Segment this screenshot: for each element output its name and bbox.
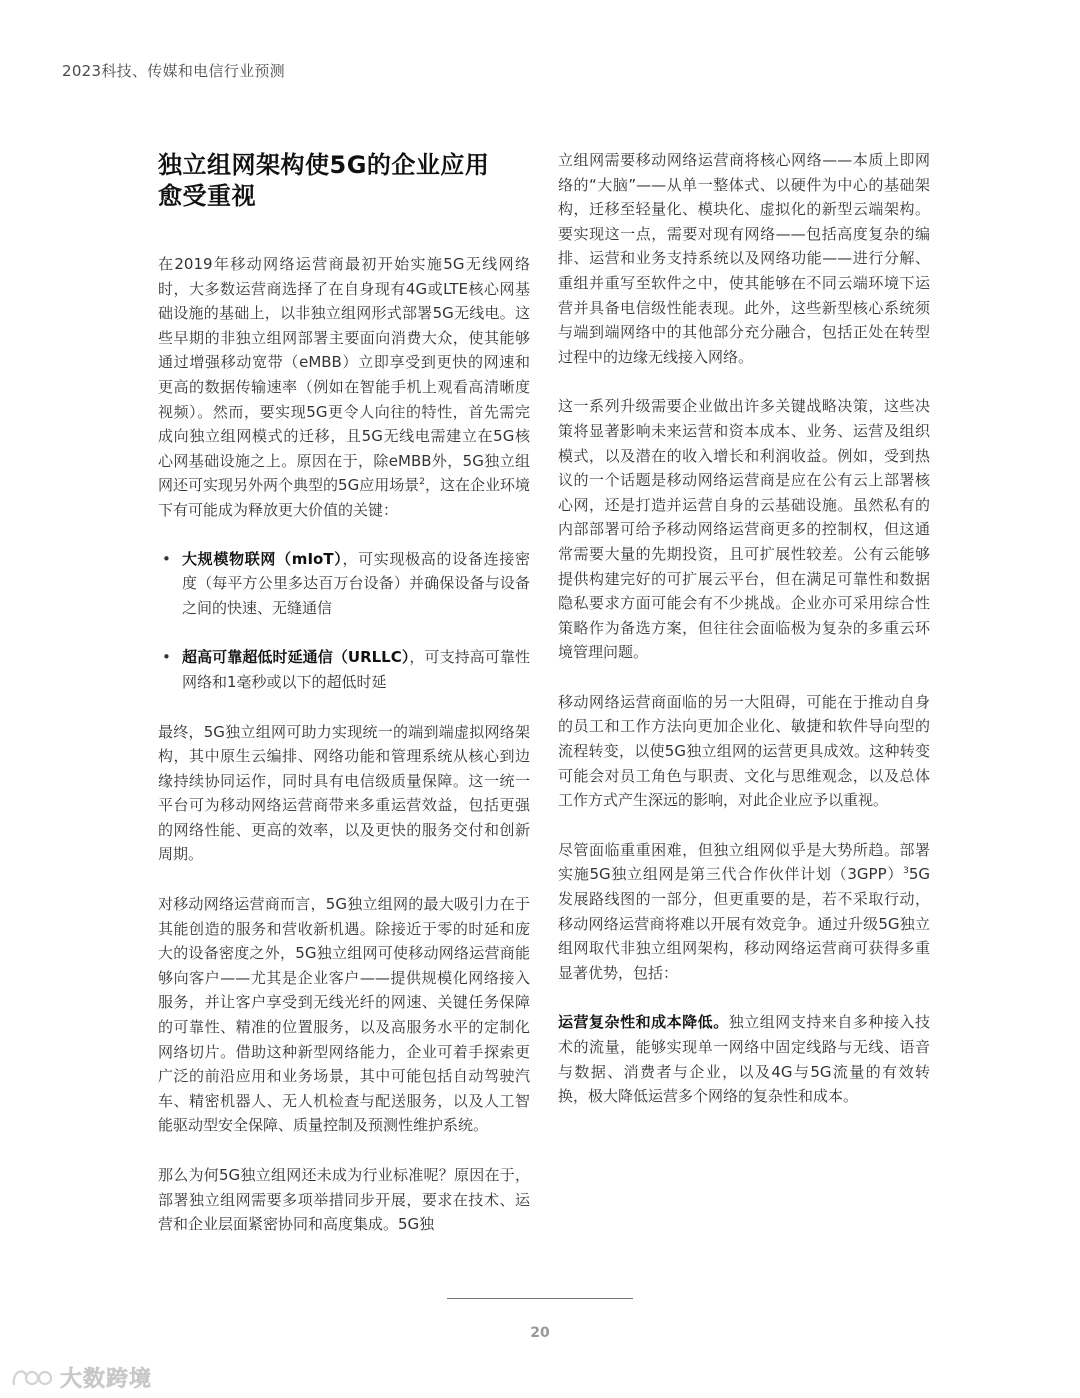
left-paragraph-1: 在2019年移动网络运营商最初开始实施5G无线网络时，大多数运营商选择了在自身现有4G或LTE核心网基础设施的基础上，以非独立组网形式部署5G无线电。这些早期的非独立组网部署主要面向消费大众，使其能够通过增强移动宽带（eMBB）立即享受到更快的网速和更高的数据传输速率（例如在智能手机上观看高清晰度视频）。然而，要实现5G更令人向往的特性，首先需完成向独立组网模式的迁移，且5G无线电需建立在5G核心网基础设施之上。原因在于，除eMBB外，5G独立组网还可实现另外两个典型的5G应用场景$^2$，这在企业环境下有可能成为释放更大价值的关键： [158,255,530,519]
watermark-text: 大数跨境 [60,1367,153,1392]
list-item-term: 大规模物联网（mIoT） [182,549,343,568]
list-item-text: ，可实现极高的设备连接密度（每平方公里多达百万台设备）并确保设备与设备之间的快速、无缝通信 [182,549,530,617]
left-column [158,150,530,1237]
right-paragraph-4: 尽管面临重重困难，但独立组网似乎是大势所趋。部署实施5G独立组网是第三代合作伙伴计划$(3GPP)^35G$发展路线图的一部分，但更重要的是，若不采取行动，移动网络运营商将难以开展有效竞争。通过升级5G独立组网取代非独立组网架构，移动网络运营商可获得多重显著优势，包括： [558,840,930,982]
left-paragraph-4: 那么为何5G独立组网还未成为行业标准呢？原因在于，部署独立组网需要多项举措同步开展，要求在技术、运营和企业层面紧密协同和高度集成。5G独 [158,1166,530,1234]
list-item-text: ，可支持高可靠性网络和1毫秒或以下的超低时延 [182,648,530,691]
benefit-term: 运营复杂性和成本降低。 [558,1013,729,1032]
right-paragraph-2: 这一系列升级需要企业做出许多关键战略决策，这些决策将显著影响未来运营和资本成本、业务、运营及组织模式，以及潜在的收入增长和利润收益。例如，受到热议的一个话题是移动网络运营商是应在公有云上部署核心网，还是打造并运营自身的云基础设施。虽然私有的内部部署可给予移动网络运营商更多的控制权，但这通常需要大量的先期投资，且可扩展性较差。公有云能够提供构建完好的可扩展云平台，但在满足可靠性和数据隐私要求方面可能会有不少挑战。企业亦可采用综合性策略作为备选方案，但往往会面临极为复杂的多重云环境管理问题。 [558,397,930,662]
list-item-miot [158,547,530,621]
right-paragraph-3: 移动网络运营商面临的另一大阻碍，可能在于推动自身的员工和工作方法向更加企业化、敏捷和软件导向型的流程转变，以使5G独立组网的运营更具成效。这种转变可能会对员工角色与职责、文化与思维观念，以及总体工作方式产生深远的影响，对此企业应予以重视。 [558,692,930,810]
list-item-term: 超高可靠超低时延通信（URLLC） [182,648,410,667]
left-paragraph-2: 最终，5G独立组网可助力实现统一的端到端虚拟网络架构，其中原生云编排、网络功能和管理系统从核心到边缘持续协同运作，同时具有电信级质量保障。这一统一平台可为移动网络运营商带来多重运营效益，包括更强的网络性能、更高的效率，以及更快的服务交付和创新周期。 [158,722,530,864]
left-paragraph-3: 对移动网络运营商而言，5G独立组网的最大吸引力在于其能创造的服务和营收新机遇。除接近于零的时延和庞大的设备密度之外，5G独立组网可使移动网络运营商能够向客户——尤其是企业客户——提供规模化网络接入服务，并让客户享受到无线光纤的网速、关键任务保障的可靠性、精准的位置服务，以及高服务水平的定制化网络切片。借助这种新型网络能力，企业可着手探索更广泛的前沿应用和业务场景，其中可能包括自动驾驶汽车、精密机器人、无人机检查与配送服务，以及人工智能驱动型安全保障、质量控制及预测性维护系统。 [158,895,530,1135]
section-title-line1: 独立组网架构使5G的企业应用 [158,151,490,179]
list-item-urllc [158,645,530,694]
footnote-ref-2[interactable]: 2 [419,477,425,488]
section-title-line2: 愈受重视 [158,182,256,210]
footnote-ref-3[interactable]: 3 [903,866,909,877]
watermark [10,1362,152,1393]
footer-divider [447,1298,633,1299]
right-paragraph-1: 立组网需要移动网络运营商将核心网络——本质上即网络的“大脑”——从单一整体式、以硬件为中心的基础架构，迁移至轻量化、模块化、虚拟化的新型云端架构。要实现这一点，需要对现有网络——包括高度复杂的编排、运营和业务支持系统以及网络功能——进行分解、重组并重写至软件之中，使其能够在不同云端环境下运营并具备电信级性能表现。此外，这些新型核心系统须与端到端网络中的其他部分充分融合，包括正处在转型过程中的边缘无线接入网络。 [558,151,930,366]
watermark-logo-icon [10,1365,54,1391]
right-paragraph-5: 运营复杂性和成本降低。独立组网支持来自多种接入技术的流量，能够实现单一网络中固定线路与无线、语音与数据、消费者与企业，以及4G与5G流量的有效转换，极大降低运营多个网络的复杂性和成本。 [558,1013,930,1106]
bullet-icon: • [162,648,171,667]
right-column [558,148,930,1109]
bullet-icon: • [162,549,171,568]
running-header: 2023科技、传媒和电信行业预测 [62,62,285,80]
page-number: 20 [530,1325,550,1341]
use-case-list [158,547,530,695]
section-title [158,150,530,212]
